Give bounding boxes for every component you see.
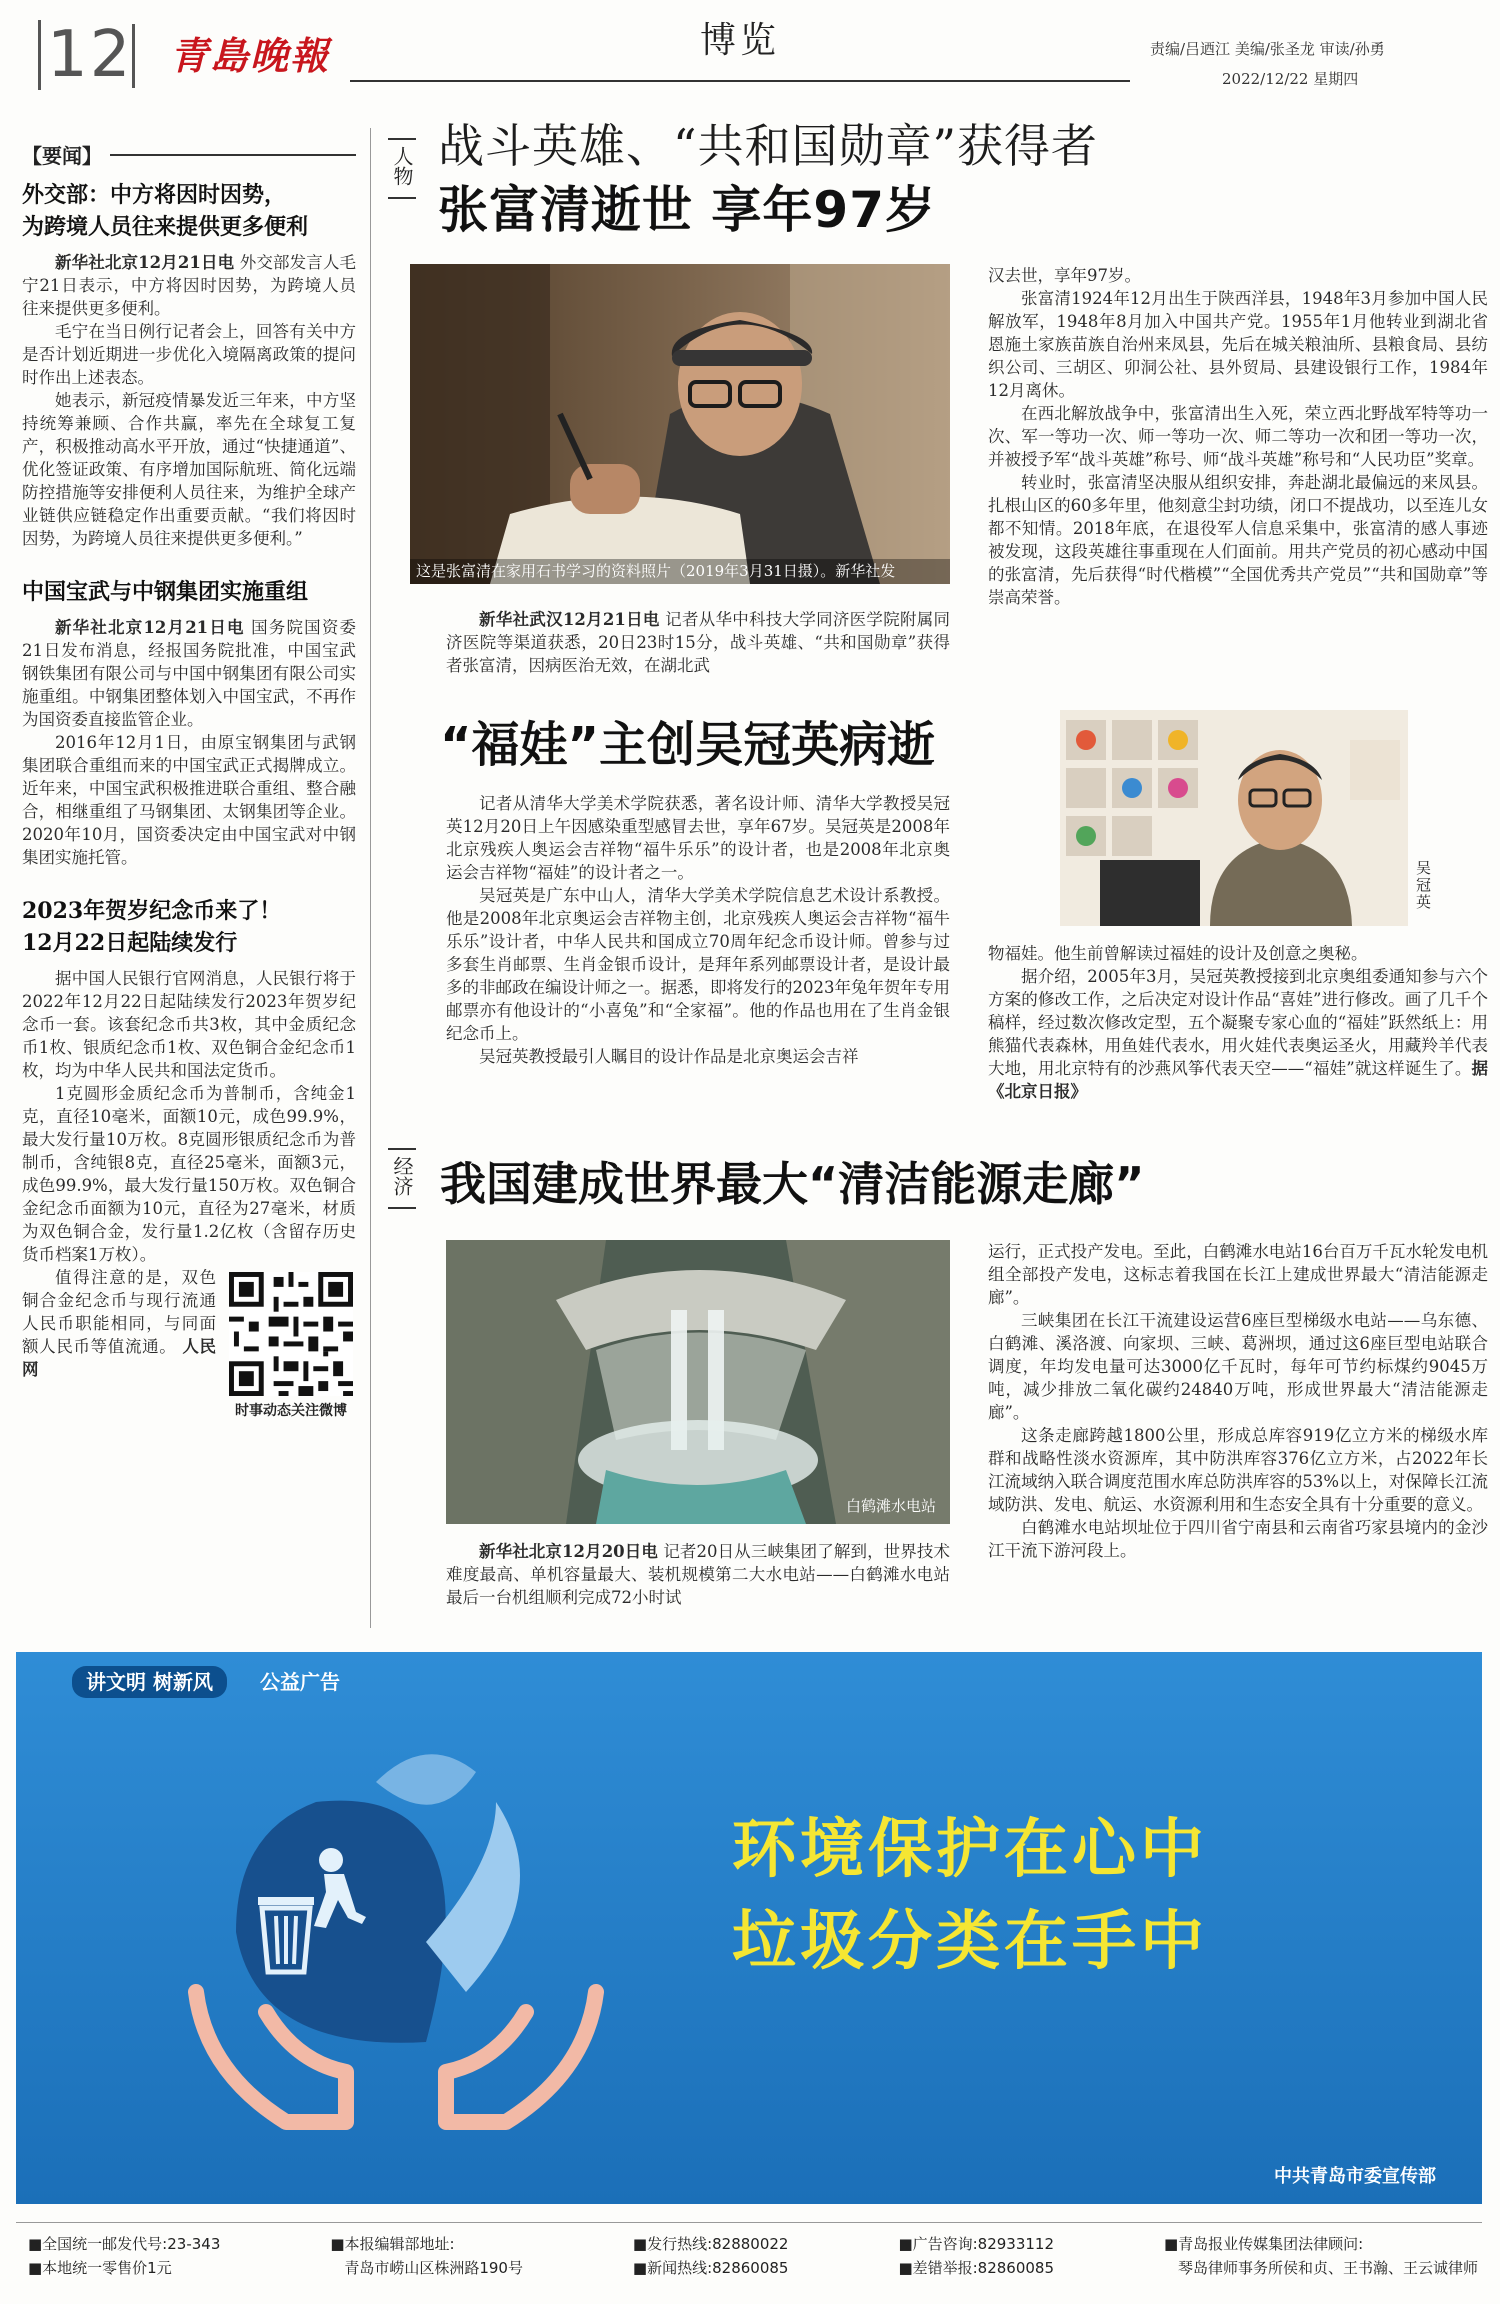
ad-illustration [176, 1742, 616, 2172]
paragraph: 她表示，新冠疫情暴发近三年来，中方坚持统筹兼顾、合作共赢，率先在全球复工复产，积极推动高水平开放，通过“快捷通道”、优化签证政策、有序增加国际航班、简化远端防控措施等安排便利人员往来，为维护全球产业链供应链稳定作出重要贡献。“我们将因时因势，为跨境人员往来提供更多便利。” [22, 391, 356, 548]
paragraph: 国务院国资委21日发布消息，经报国务院批准，中国宝武钢铁集团有限公司与中国中钢集团有限公司实施重组。中钢集团整体划入中国宝武，不再作为国资委直接监管企业。 [22, 618, 356, 729]
zhang-fuqing-photo [410, 264, 950, 584]
paragraph: 据介绍，2005年3月，吴冠英教授接到北京奥组委通知参与六个方案的修改工作，之后决定对设计作品“喜娃”进行修改。画了几千个稿样，经过数次修改定型，五个凝聚专家心血的“福娃”跃然纸上：用熊猫代表森林，用鱼娃代表水，用火娃代表奥运圣火，用藏羚羊代表大地，用北京特有的沙燕风筝代表天空——“福娃”就这样诞生了。 [988, 967, 1488, 1078]
qr-caption: 时事动态关注微博 [235, 1403, 347, 1419]
public-service-ad [16, 1652, 1482, 2204]
story-headline: 张富清逝世 享年97岁 [438, 181, 936, 239]
paragraph: 三峡集团在长江干流建设运营6座巨型梯级水电站——乌东德、白鹤滩、溪洛渡、向家坝、三峡、葛洲坝，通过这6座巨型电站联合调度，年均发电量可达3000亿千瓦时，每年可节约标煤约9045万吨，减少排放二氧化碳约24840万吨，形成世界最大“清洁能源走廊”。 [988, 1311, 1488, 1422]
story-body-right [988, 1240, 1488, 1562]
brief-article [22, 179, 356, 550]
footer-item: ■发行热线:82880022 ■新闻热线:82860085 [632, 2235, 789, 2277]
photo-illustration [410, 264, 950, 584]
section-tag-people: 人物 [388, 138, 416, 199]
paragraph: 值得注意的是，双色铜合金纪念币与现行流通人民币职能相同，与同面额人民币等值流通。 [22, 1268, 216, 1356]
paragraph: 吴冠英教授最引人瞩目的设计作品是北京奥运会吉祥 [479, 1047, 859, 1066]
paragraph: 记者从清华大学美术学院获悉，著名设计师、清华大学教授吴冠英12月20日上午因感染重型感冒去世，享年67岁。吴冠英是2008年北京残疾人奥运会吉祥物“福牛乐乐”的设计者，也是2008年北京奥运会吉祥物“福娃”的设计者之一。 [446, 794, 950, 882]
ad-sponsor: 中共青岛市委宣传部 [1274, 2166, 1436, 2187]
paragraph: 张富清1924年12月出生于陕西洋县，1948年3月参加中国人民解放军，1948年8月加入中国共产党。1955年1月他转业到湖北省恩施土家族苗族自治州来凤县，先后在城关粮油所、县粮食局、县纺织公司、三胡区、卯洞公社、县外贸局、县建设银行工作，1984年12月离休。 [988, 289, 1488, 400]
briefs-label: 【要闻】 [22, 144, 102, 168]
source: 据《北京日报》 [988, 1059, 1488, 1101]
footer-item: ■全国统一邮发代号:23-343 ■本地统一零售价1元 [28, 2235, 221, 2277]
paragraph: 记者从华中科技大学同济医学院附属同济医院等渠道获悉，20日23时15分，战斗英雄、“共和国勋章”获得者张富清，因病医治无效，在湖北武 [446, 610, 951, 675]
photo-caption: 这是张富清在家用石书学习的资料照片（2019年3月31日摄）。新华社发 [410, 559, 950, 584]
ad-slogan-line1: 环境保护在心中 [732, 1813, 1208, 1887]
dateline: 新华社北京12月21日电 [55, 253, 235, 272]
page-number: 12 [38, 20, 132, 90]
footer-item: ■广告咨询:82933112 ■差错举报:82860085 [898, 2235, 1055, 2277]
editor-credits: 责编/吕迺江 美编/张圣龙 审读/孙勇 [1150, 40, 1385, 58]
story-body-right [988, 942, 1488, 1103]
story-body-left [446, 792, 950, 1068]
news-briefs-column [22, 140, 356, 1423]
paragraph: 吴冠英是广东中山人，清华大学美术学院信息艺术设计系教授。他是2008年北京奥运会吉祥物主创，北京残疾人奥运会吉祥物“福牛乐乐”设计者，中华人民共和国成立70周年纪念币设计师。曾参与过多套生肖邮票、生肖金银币设计，是拜年系列邮票设计者，是设计最多的非邮政在编设计师之一。据悉，即将发行的2023年兔年贺年专用邮票亦有他设计的“小喜兔”和“全家福”。他的作品也用在了生肖金银纪念币上。 [446, 886, 950, 1043]
dateline: 新华社北京12月21日电 [55, 618, 245, 637]
paragraph: 白鹤滩水电站坝址位于四川省宁南县和云南省巧家县境内的金沙江干流下游河段上。 [988, 1518, 1488, 1560]
paragraph: 毛宁在当日例行记者会上，回答有关中方是否计划近期进一步优化入境隔离政策的提问时作出上述表态。 [22, 322, 356, 387]
photo-name-label: 吴冠英 [1416, 859, 1432, 911]
footer-item: ■本报编辑部地址: 青岛市崂山区株洲路190号 [330, 2235, 523, 2277]
paragraph: 2016年12月1日，由原宝钢集团与武钢集团联合重组而来的中国宝武正式揭牌成立。近年来，中国宝武积极推进联合重组、整合融合，相继重组了马钢集团、太钢集团等企业。2020年10月，国资委决定由中国宝武对中钢集团实施托管。 [22, 733, 356, 867]
baihetan-dam-photo [446, 1240, 950, 1524]
paragraph: 据中国人民银行官网消息，人民银行将于2022年12月22日起陆续发行2023年贺岁纪念币一套。该套纪念币共3枚，其中金质纪念币1枚、银质纪念币1枚、双色铜合金纪念币1枚，均为中华人民共和国法定货币。 [22, 969, 356, 1080]
qr-code[interactable] [229, 1272, 353, 1396]
section-tag-economy: 经济 [388, 1148, 416, 1209]
source: 人民网 [22, 1337, 217, 1379]
brief-title: 2023年贺岁纪念币来了！ 12月22日起陆续发行 [22, 898, 282, 956]
brief-article [22, 895, 356, 1423]
story-body-left [446, 1540, 950, 1609]
ad-type-label: 公益广告 [260, 1670, 340, 1694]
brief-title: 中国宝武与中钢集团实施重组 [22, 579, 309, 605]
paragraph: 记者20日从三峡集团了解到，世界技术难度最高、单机容量最大、装机规模第二大水电站——白鹤滩水电站最后一台机组顺利完成72小时试 [446, 1542, 950, 1607]
paragraph: 在西北解放战争中，张富清出生入死，荣立西北野战军特等功一次、军一等功一次、师一等功一次、师二等功一次和团一等功一次，并被授予军“战斗英雄”称号、师“战斗英雄”称号和“人民功臣”奖章。 [988, 404, 1488, 469]
brief-title: 外交部：中方将因时因势， 为跨境人员往来提供更多便利 [22, 182, 309, 240]
page-footer [28, 2232, 1478, 2280]
photo-illustration [1060, 710, 1408, 926]
footer-item: ■青岛报业传媒集团法律顾问: 琴岛律师事务所侯和贞、王书瀚、王云诚律师 [1163, 2235, 1478, 2277]
paragraph: 运行，正式投产发电。至此，白鹤滩水电站16台百万千瓦水轮发电机组全部投产发电，这标志着我国在长江上建成世界最大“清洁能源走廊”。 [988, 1242, 1488, 1307]
story-body-left [446, 608, 950, 677]
brief-article [22, 576, 356, 869]
wu-guanying-photo [1060, 710, 1408, 926]
photo-caption: 白鹤滩水电站 [845, 1497, 936, 1515]
paragraph: 转业时，张富清坚决服从组织安排，奔赴湖北最偏远的来凤县。扎根山区的60多年里，他刻意尘封功绩，闭口不提战功，以至连儿女都不知情。2018年底，在退役军人信息采集中，张富清的感人事迹被发现，这段英雄往事重现在人们面前。用共产党员的初心感动中国的张富清，先后获得“时代楷模”“全国优秀共产党员”“共和国勋章”等崇高荣誉。 [988, 473, 1488, 607]
paragraph: 1克圆形金质纪念币为普制币，含纯金1克，直径10毫米，面额10元，成色99.9%，最大发行量10万枚。8克圆形银质纪念币为普制币，含纯银8克，直径25毫米，面额3元，成色99.9%，最大发行量150万枚。双色铜合金纪念币面额为10元，直径为27毫米，材质为双色铜合金，发行量1.2亿枚（含留存历史货币档案1万枚）。 [22, 1084, 356, 1264]
story-headline: “福娃”主创吴冠英病逝 [440, 717, 936, 773]
paragraph: 外交部发言人毛宁21日表示，中方将因时因势，为跨境人员往来提供更多便利。 [22, 253, 357, 318]
story-body-right [988, 264, 1488, 609]
newspaper-logo: 青島晚報 [170, 33, 331, 78]
paragraph: 物福娃。他生前曾解读过福娃的设计及创意之奥秘。 [988, 944, 1368, 963]
story-kicker-headline: 战斗英雄、“共和国勋章”获得者 [438, 119, 1099, 173]
paragraph: 这条走廊跨越1800公里，形成总库容919亿立方米的梯级水库群和战略性淡水资源库，其中防洪库容376亿立方米，占2022年长江流域纳入联合调度范围水库总防洪库容的53%以上，对保障长江流域防洪、发电、航运、水资源利用和生态安全具有十分重要的意义。 [988, 1426, 1488, 1514]
section-title: 博览 [700, 20, 781, 61]
ad-slogan-line2: 垃圾分类在手中 [732, 1905, 1208, 1979]
dateline: 新华社北京12月20日电 [479, 1542, 658, 1561]
ad-badge: 讲文明 树新风 [72, 1666, 227, 1698]
dateline: 新华社武汉12月21日电 [479, 610, 660, 629]
story-headline: 我国建成世界最大“清洁能源走廊” [440, 1157, 1145, 1211]
paragraph: 汉去世，享年97岁。 [988, 266, 1141, 285]
photo-illustration [446, 1240, 950, 1524]
issue-date: 2022/12/22 星期四 [1222, 70, 1359, 88]
